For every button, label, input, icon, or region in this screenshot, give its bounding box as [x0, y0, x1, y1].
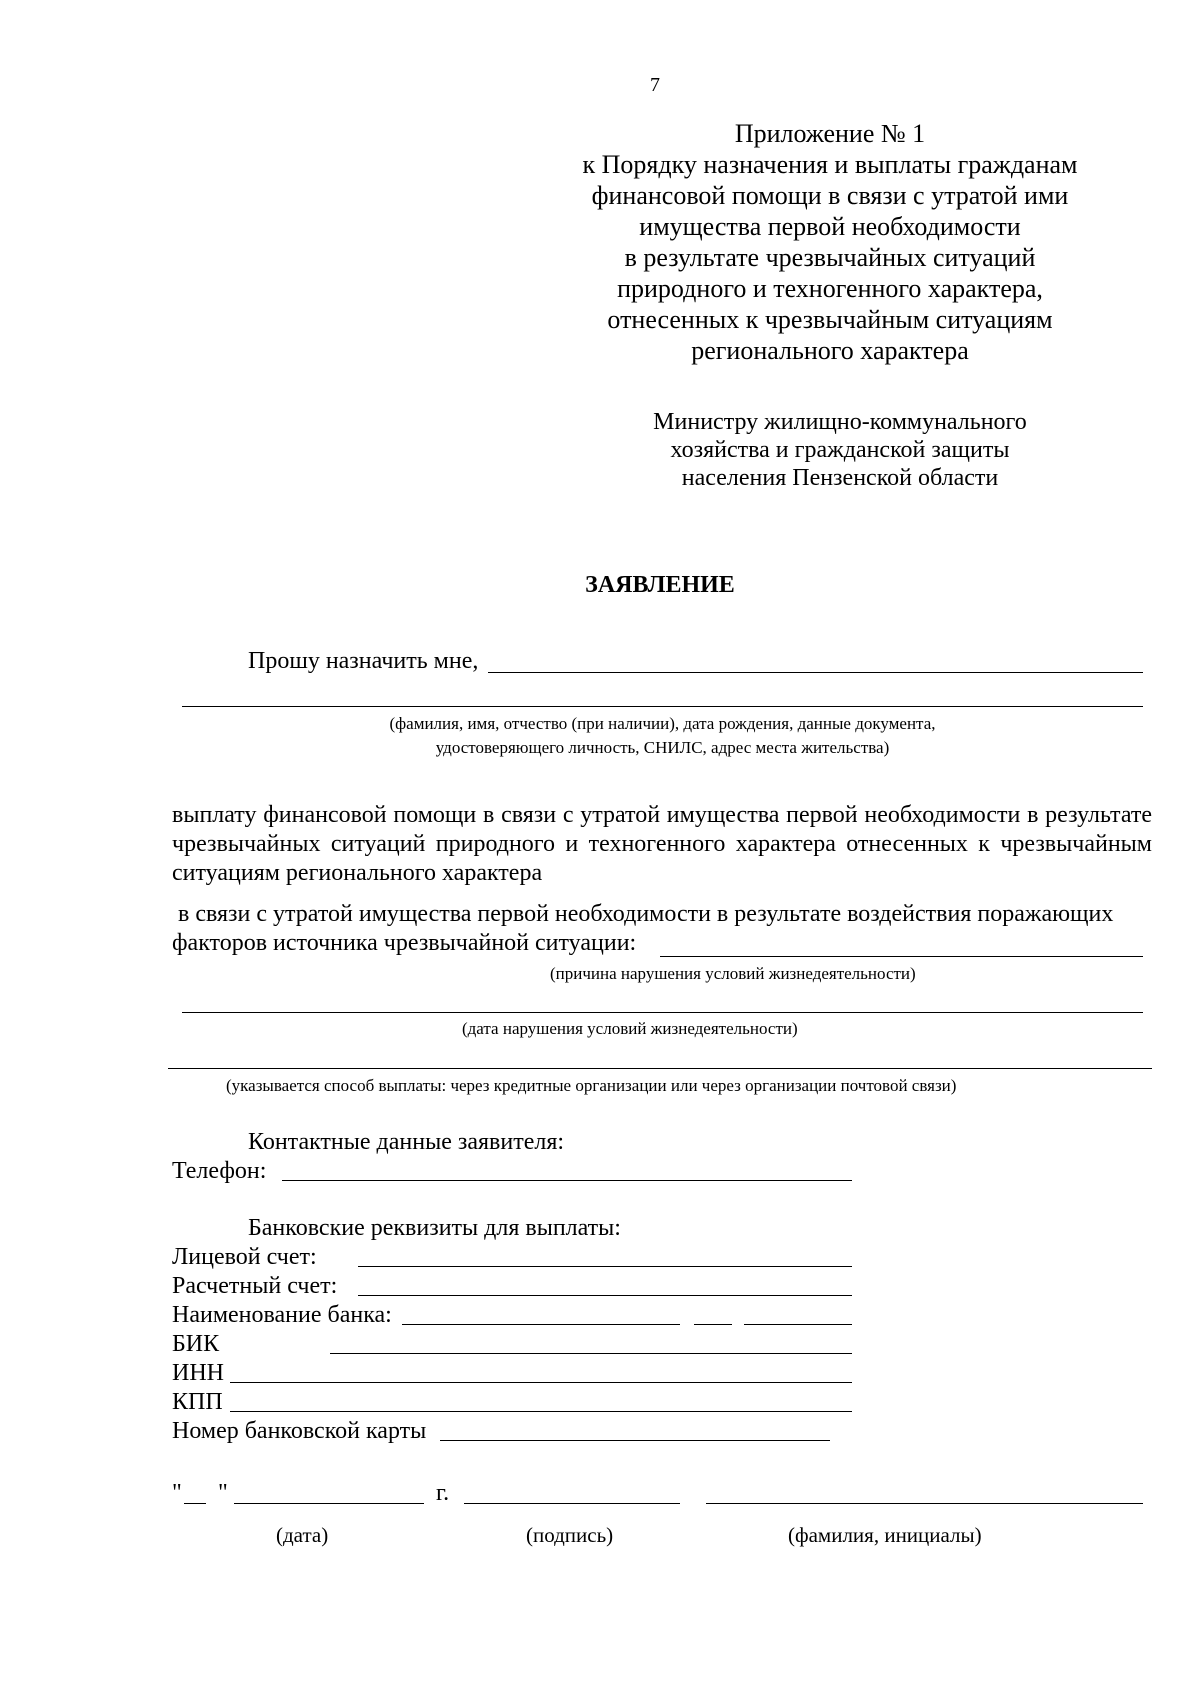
bank-title: Банковские реквизиты для выплаты:: [248, 1215, 621, 1241]
appendix-line: в результате чрезвычайных ситуаций: [624, 243, 1036, 272]
year-suffix: г.: [436, 1480, 450, 1506]
bank-name-field-line-1[interactable]: [402, 1324, 680, 1325]
appendix-line: природного и техногенного характера,: [617, 274, 1043, 303]
addressee-block: [600, 408, 1080, 492]
personal-account-label: Лицевой счет:: [172, 1244, 317, 1270]
payment-method-field-line[interactable]: [168, 1068, 1152, 1069]
loss-line: в связи с утратой имущества первой необходимости в результате воздействия поражающих: [172, 901, 1114, 927]
appendix-line: к Порядку назначения и выплаты гражданам: [582, 150, 1078, 179]
full-name-field-line[interactable]: [706, 1503, 1143, 1504]
loss-paragraph: [172, 900, 1152, 958]
applicant-hint: [182, 712, 1143, 760]
quote-close: ": [218, 1480, 228, 1506]
loss-line: факторов источника чрезвычайной ситуации:: [172, 930, 637, 956]
signature-caption: (подпись): [526, 1523, 614, 1547]
appendix-line: регионального характера: [691, 336, 969, 365]
date-caption: (дата): [276, 1523, 329, 1547]
payment-method-hint: (указывается способ выплаты: через кредитные организации или через организации почтовой связи): [226, 1076, 957, 1095]
reason-field-line[interactable]: [660, 956, 1143, 957]
addressee-line: хозяйства и гражданской защиты: [670, 437, 1010, 463]
applicant-field-line-1[interactable]: [488, 672, 1143, 673]
bank-name-field-line-3[interactable]: [744, 1324, 852, 1325]
signature-field-line[interactable]: [464, 1503, 680, 1504]
body-line: выплату финансовой помощи в связи с утратой имущества первой необходимости в результате: [172, 802, 1152, 828]
body-line: чрезвычайных ситуаций природного и техногенного характера отнесенных к чрезвычайным: [172, 831, 1152, 857]
appendix-line: отнесенных к чрезвычайным ситуациям: [607, 305, 1053, 334]
applicant-hint-line: удостоверяющего личность, СНИЛС, адрес места жительства): [435, 738, 890, 757]
disruption-date-field-line[interactable]: [182, 1012, 1143, 1013]
kpp-field-line[interactable]: [230, 1411, 852, 1412]
settlement-account-label: Расчетный счет:: [172, 1273, 338, 1299]
contacts-title: Контактные данные заявителя:: [248, 1129, 565, 1155]
disruption-date-hint: (дата нарушения условий жизнедеятельности): [462, 1019, 798, 1038]
appendix-block: [560, 118, 1100, 366]
appendix-title: Приложение № 1: [734, 119, 926, 148]
bik-field-line[interactable]: [330, 1353, 852, 1354]
card-number-field-line[interactable]: [440, 1440, 830, 1441]
reason-hint: (причина нарушения условий жизнедеятельности): [550, 964, 916, 983]
personal-account-field-line[interactable]: [358, 1266, 852, 1267]
name-caption: (фамилия, инициалы): [788, 1523, 982, 1547]
inn-label: ИНН: [172, 1360, 224, 1386]
applicant-hint-line: (фамилия, имя, отчество (при наличии), дата рождения, данные документа,: [389, 714, 936, 733]
body-line: ситуациям регионального характера: [172, 860, 543, 886]
bank-name-label: Наименование банка:: [172, 1302, 392, 1328]
settlement-account-field-line[interactable]: [358, 1295, 852, 1296]
day-field-line[interactable]: [184, 1503, 206, 1504]
body-paragraph: [172, 801, 1152, 888]
addressee-line: населения Пензенской области: [681, 465, 999, 491]
bik-label: БИК: [172, 1331, 220, 1357]
appendix-line: финансовой помощи в связи с утратой ими: [591, 181, 1069, 210]
quote-open: ": [172, 1480, 182, 1506]
document-heading: ЗАЯВЛЕНИЕ: [585, 572, 735, 598]
page-number: 7: [650, 74, 660, 96]
bank-name-field-line-2[interactable]: [694, 1324, 732, 1325]
applicant-field-line-2[interactable]: [182, 706, 1143, 707]
kpp-label: КПП: [172, 1389, 223, 1415]
phone-field-line[interactable]: [282, 1180, 852, 1181]
phone-label: Телефон:: [172, 1158, 267, 1184]
request-prefix: Прошу назначить мне,: [248, 648, 479, 674]
addressee-line: Министру жилищно-коммунального: [653, 409, 1027, 435]
appendix-line: имущества первой необходимости: [639, 212, 1021, 241]
month-field-line[interactable]: [234, 1503, 424, 1504]
card-number-label: Номер банковской карты: [172, 1418, 427, 1444]
inn-field-line[interactable]: [230, 1382, 852, 1383]
